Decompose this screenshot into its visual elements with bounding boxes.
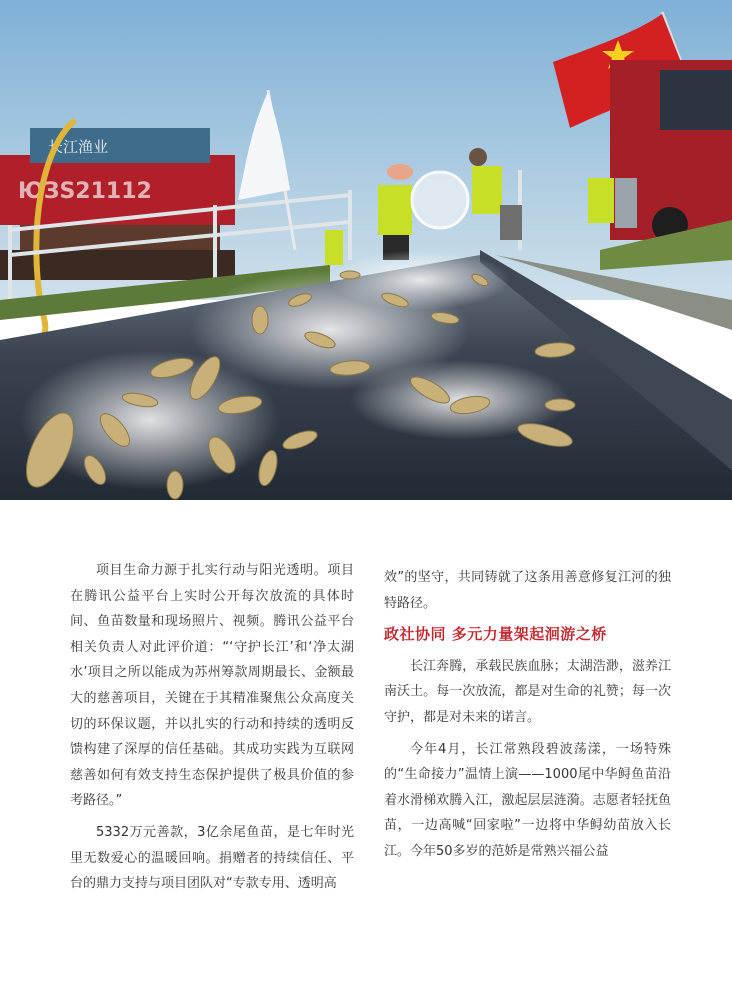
truck-sign: 长江渔业 (48, 138, 109, 156)
article-paragraph: 长江奔腾，承载民族血脉；太湖浩渺，滋养江南沃土。每一次放流，都是对生命的礼赞；每一次守护，都是对未来的诺言。 (384, 658, 671, 725)
article-column-left (70, 558, 354, 897)
article-paragraph: 项目生命力源于扎实行动与阳光透明。项目在腾讯公益平台上实时公开每次放流的具体时间、鱼苗数量和现场照片、视频。腾讯公益平台相关负责人对此评价道：“‘守护长江’和‘净太湖水’项目之所以能成为苏州筹款周期最长、金额最大的慈善项目，关键在于其精准聚焦公众高度关切的环保议题，并以扎实的行动和持续的透明反馈构建了深厚的信任基础。其成功实践为互联网慈善如何有效支持生态保护提供了极具价值的参考路径。” (70, 563, 354, 809)
article-paragraph: 今年4月，长江常熟段碧波荡漾，一场特殊的“生命接力”温情上演——1000尾中华鲟鱼苗沿着水滑梯欢腾入江，激起层层涟漪。志愿者轻抚鱼苗，一边高喊“回家啦”一边将中华鲟幼苗放入长江。今年50多岁的范娇是常熟兴福公益 (384, 741, 671, 859)
article-column-right (384, 565, 671, 865)
section-heading: 政社协同 多元力量架起洄游之桥 (384, 625, 607, 644)
article-paragraph: 5332万元善款，3亿余尾鱼苗，是七年时光里无数爱心的温暖回响。捐赠者的持续信任、平台的鼎力支持与项目团队对“专款专用、透明高 (70, 824, 354, 892)
svg-text:ЮЗS21112: ЮЗS21112 (18, 179, 152, 204)
article-paragraph-continuation: 效”的坚守，共同铸就了这条用善意修复江河的独特路径。 (384, 570, 671, 611)
